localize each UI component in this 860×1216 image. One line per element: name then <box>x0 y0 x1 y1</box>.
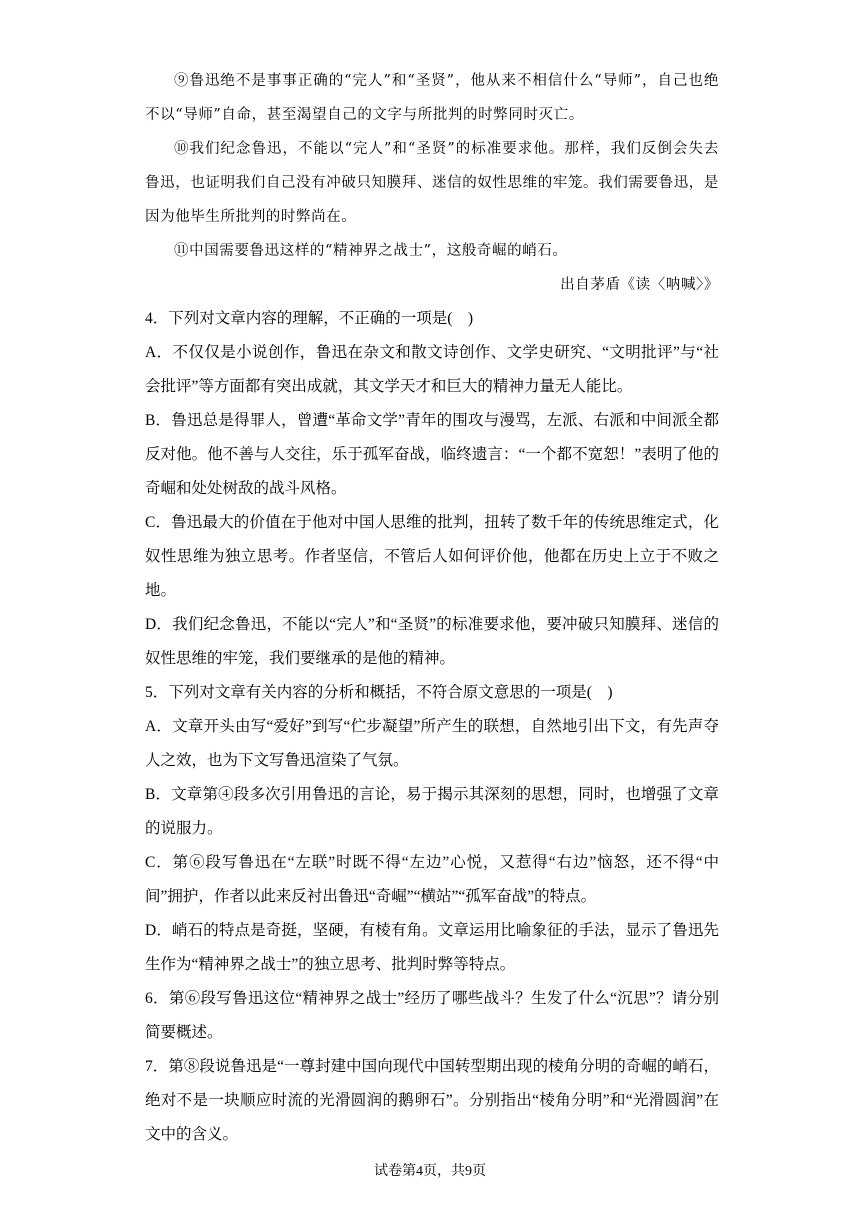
question-4-option-c: C．鲁迅最大的价值在于他对中国人思维的批判，扭转了数千年的传统思维定式，化奴性思维为独立思考。作者坚信，不管后人如何评价他，他都在历史上立于不败之地。 <box>145 514 719 599</box>
question-7-stem: 7．第⑧段说鲁迅是“一尊封建中国向现代中国转型期出现的棱角分明的奇崛的峭石，绝对不是一块顺应时流的光滑圆润的鹅卵石”。分别指出“棱角分明”和“光滑圆润”在文中的含义。 <box>145 1058 719 1143</box>
question-7 <box>145 1050 719 1152</box>
passage-paragraph-9: ⑨鲁迅绝不是事事正确的“完人”和“圣贤”，他从来不相信什么“导师”，自己也绝不以“导师”自命，甚至渴望自己的文字与所批判的时弊同时灭亡。 <box>145 73 719 123</box>
question-5-option-c: C．第⑥段写鲁迅在“左联”时既不得“左边”心悦，又惹得“右边”恼怒，还不得“中间”拥护，作者以此来反衬出鲁迅“奇崛”“横站”“孤军奋战”的特点。 <box>145 854 719 905</box>
question-5-option-b: B．文章第④段多次引用鲁迅的言论，易于揭示其深刻的思想，同时，也增强了文章的说服力。 <box>145 786 719 837</box>
question-4 <box>145 302 719 676</box>
passage-paragraph-10: ⑩我们纪念鲁迅，不能以“完人”和“圣贤”的标准要求他。那样，我们反倒会失去鲁迅，也证明我们自己没有冲破只知膜拜、迷信的奴性思维的牢笼。我们需要鲁迅，是因为他毕生所批判的时弊尚在。 <box>145 141 719 225</box>
passage-source: 出自茅盾《读〈呐喊〉》 <box>560 277 719 293</box>
question-4-option-a: A．不仅仅是小说创作，鲁迅在杂文和散文诗创作、文学史研究、“文明批评”与“社会批评”等方面都有突出成就，其文学天才和巨大的精神力量无人能比。 <box>145 344 719 395</box>
passage-paragraph-11: ⑪中国需要鲁迅这样的“精神界之战士”，这般奇崛的峭石。 <box>174 243 568 259</box>
question-5-stem: 5．下列对文章有关内容的分析和概括，不符合原文意思的一项是( ) <box>145 684 613 701</box>
question-5 <box>145 676 719 982</box>
question-5-option-d: D．峭石的特点是奇挺，坚硬，有棱有角。文章运用比喻象征的手法，显示了鲁迅先生作为“精神界之战士”的独立思考、批判时弊等特点。 <box>145 922 719 973</box>
question-6 <box>145 982 719 1050</box>
question-5-option-a: A．文章开头由写“爱好”到写“伫步凝望”所产生的联想，自然地引出下文，有先声夺人之效，也为下文写鲁迅渲染了气氛。 <box>145 718 719 769</box>
question-4-stem: 4．下列对文章内容的理解，不正确的一项是( ) <box>145 310 474 327</box>
page-footer: 试卷第4页，共9页 <box>374 1164 486 1179</box>
exam-page <box>145 64 719 1152</box>
question-4-option-d: D．我们纪念鲁迅，不能以“完人”和“圣贤”的标准要求他，要冲破只知膜拜、迷信的奴性思维的牢笼，我们要继承的是他的精神。 <box>145 616 719 667</box>
question-6-stem: 6．第⑥段写鲁迅这位“精神界之战士”经历了哪些战斗？生发了什么“沉思”？请分别简要概述。 <box>145 990 719 1041</box>
question-4-option-b: B．鲁迅总是得罪人，曾遭“革命文学”青年的围攻与漫骂，左派、右派和中间派全都反对他。他不善与人交往，乐于孤军奋战，临终遗言：“一个都不宽恕！”表明了他的奇崛和处处树敌的战斗风格。 <box>145 412 719 497</box>
